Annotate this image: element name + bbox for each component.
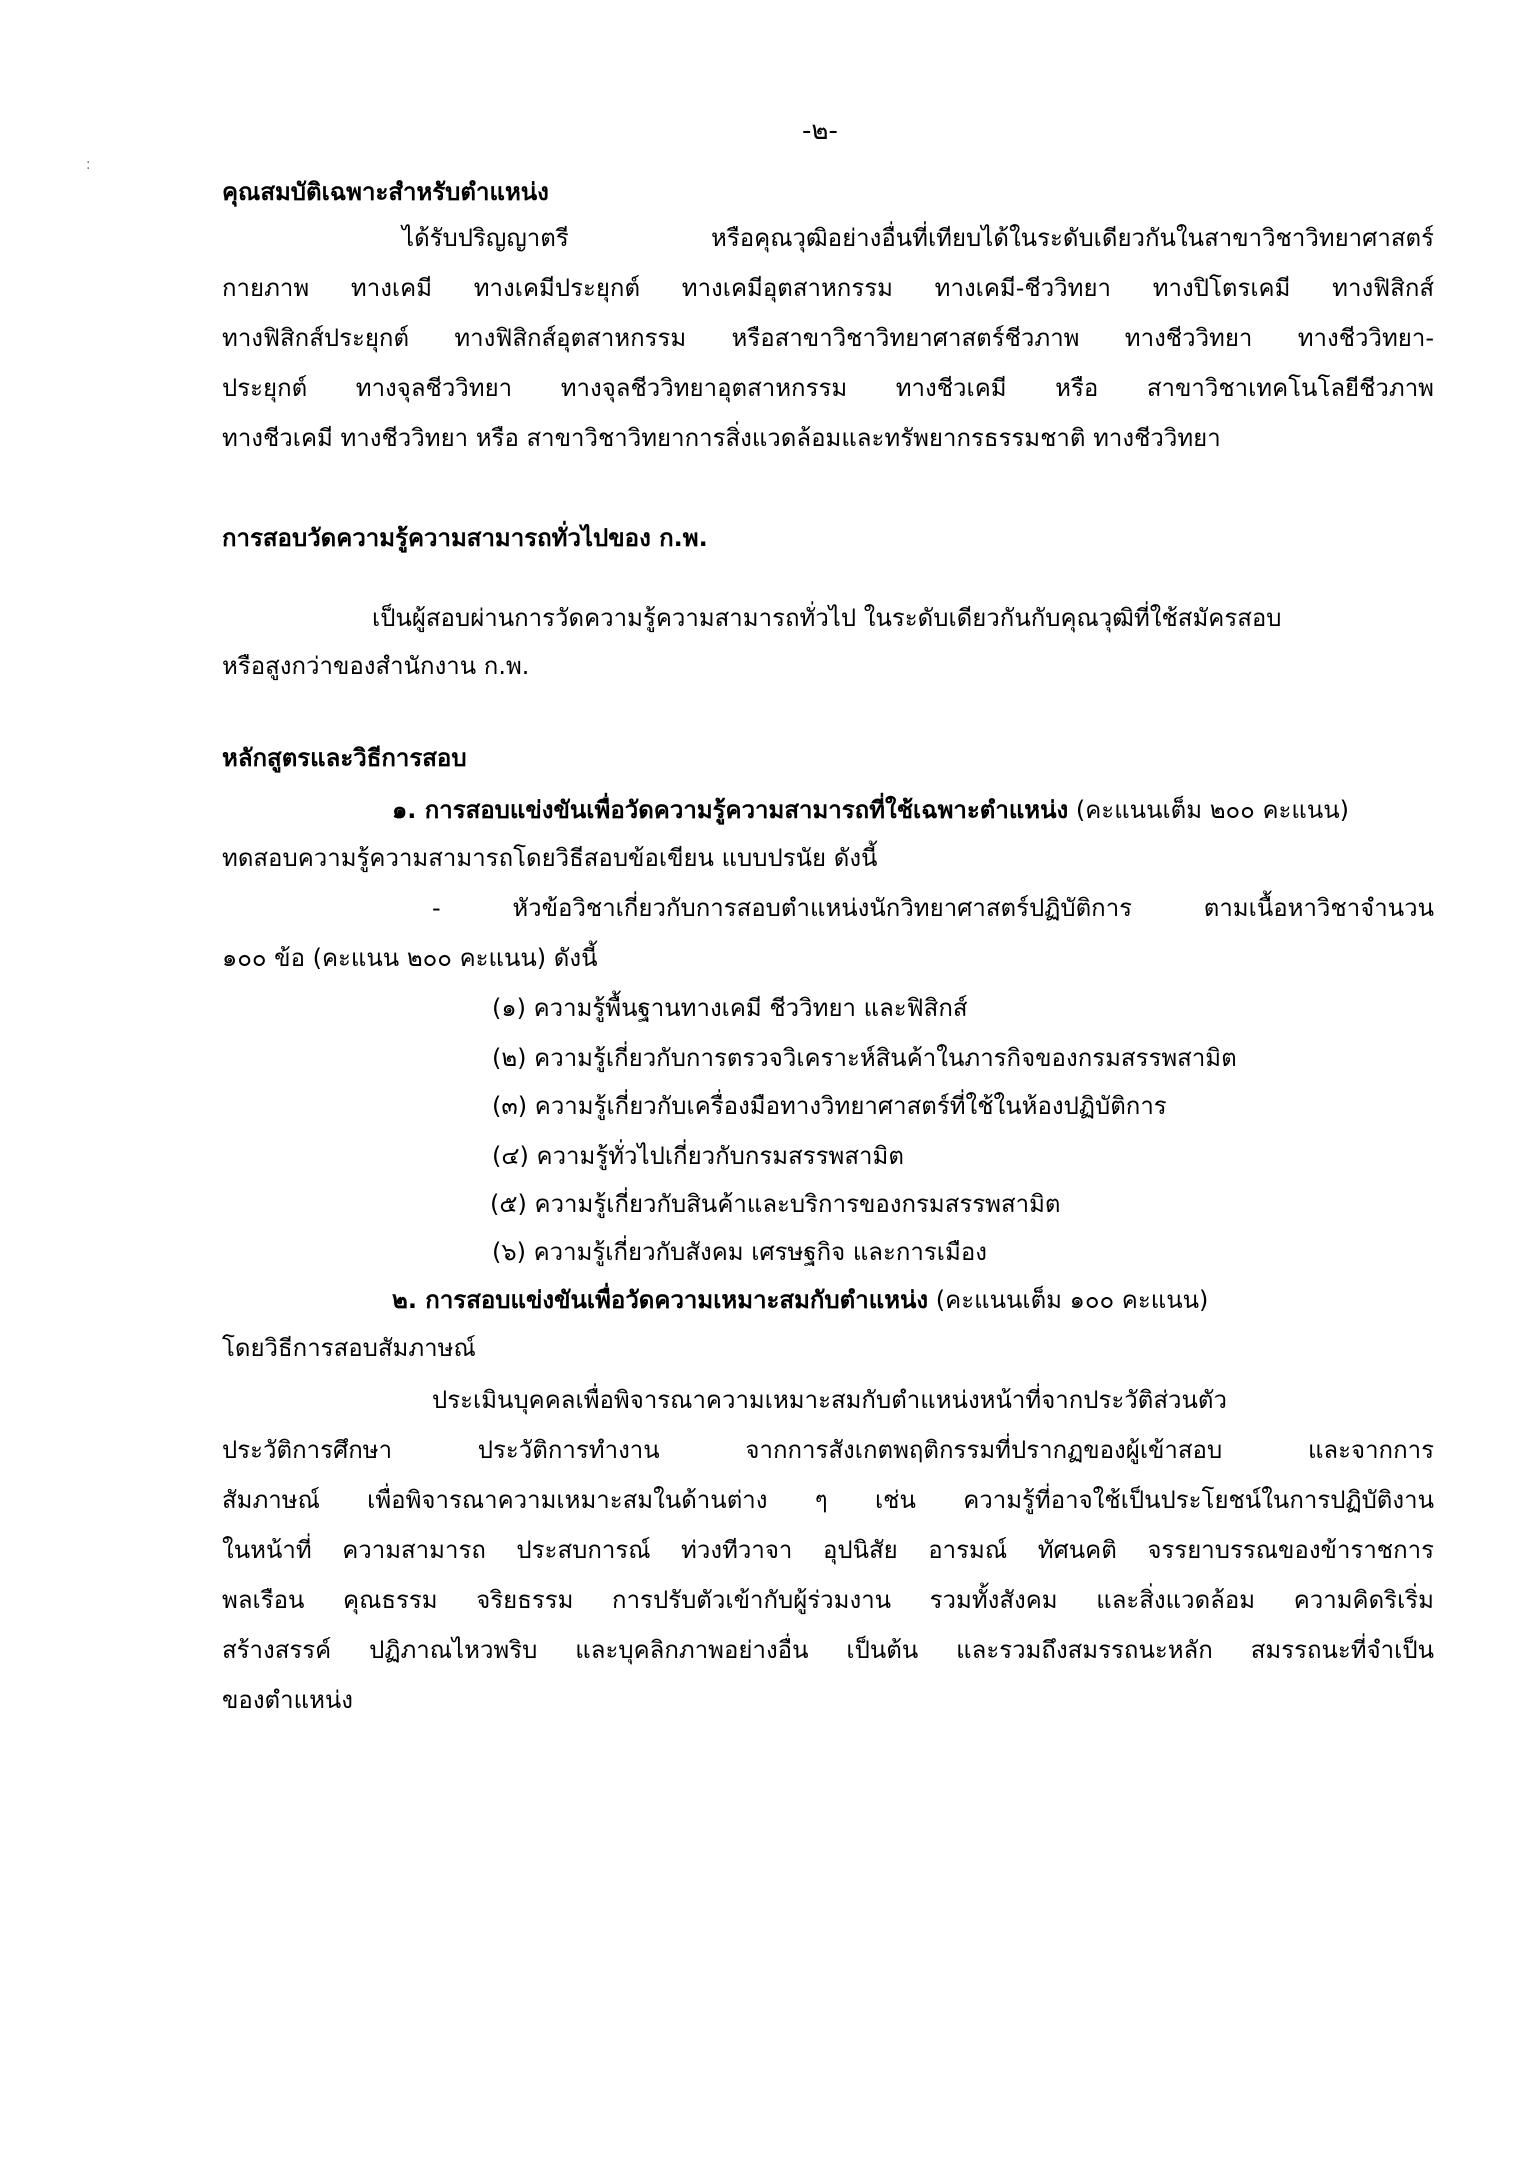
qualifications-heading: คุณสมบัติเฉพาะสำหรับตำแหน่ง [222,178,549,206]
general-test-heading: การสอบวัดความรู้ความสามารถทั่วไปของ ก.พ. [222,524,708,552]
qualifications-line: ประยุกต์ ทางจุลชีววิทยา ทางจุลชีววิทยาอุตสาหกรรม ทางชีวเคมี หรือ สาขาวิชาเทคโนโลยีชีวภาพ [222,374,1434,402]
assessment-line: ในหน้าที่ ความสามารถ ประสบการณ์ ท่วงทีวาจา อุปนิสัย อารมณ์ ทัศนคติ จรรยาบรรณของข้าราชการ [222,1536,1434,1564]
topic-item: (๖) ความรู้เกี่ยวกับสังคม เศรษฐกิจ และการเมือง [492,1238,987,1266]
topic-item: (๑) ความรู้พื้นฐานทางเคมี ชีววิทยา และฟิสิกส์ [492,994,968,1022]
part1-title-line [392,790,1434,830]
curriculum-heading: หลักสูตรและวิธีการสอบ [222,744,467,772]
assessment-line: ของตำแหน่ง [222,1686,354,1714]
page-number: -๒- [802,116,838,146]
part2-title-line [392,1280,1434,1320]
topic-item: (๔) ความรู้ทั่วไปเกี่ยวกับกรมสรรพสามิต [492,1142,904,1170]
part1-subject-line: - หัวข้อวิชาเกี่ยวกับการสอบตำแหน่งนักวิทยาศาสตร์ปฏิบัติการ ตามเนื้อหาวิชาจำนวน [432,894,1434,922]
qualifications-line: ทางชีวเคมี ทางชีววิทยา หรือ สาขาวิชาวิทยาการสิ่งแวดล้อมและทรัพยากรธรรมชาติ ทางชีววิทยา [222,424,1221,452]
part1-title: ๑. การสอบแข่งขันเพื่อวัดความรู้ความสามารถที่ใช้เฉพาะตำแหน่ง [392,796,1069,824]
topic-item: (๓) ความรู้เกี่ยวกับเครื่องมือทางวิทยาศาสตร์ที่ใช้ในห้องปฏิบัติการ [492,1092,1167,1120]
assessment-line: พลเรือน คุณธรรม จริยธรรม การปรับตัวเข้ากับผู้ร่วมงาน รวมทั้งสังคม และสิ่งแวดล้อม ความคิดริเริ่ม [222,1586,1434,1614]
assessment-line: ประวัติการศึกษา ประวัติการทำงาน จากการสังเกตพฤติกรรมที่ปรากฏของผู้เข้าสอบ และจากการ [222,1436,1434,1464]
part2-title: ๒. การสอบแข่งขันเพื่อวัดความเหมาะสมกับตำแหน่ง [392,1286,929,1314]
topic-item: (๕) ความรู้เกี่ยวกับสินค้าและบริการของกรมสรรพสามิต [490,1190,1061,1218]
assessment-line: ประเมินบุคคลเพื่อพิจารณาความเหมาะสมกับตำแหน่งหน้าที่จากประวัติส่วนตัว [432,1386,1227,1414]
part2-method: โดยวิธีการสอบสัมภาษณ์ [222,1334,476,1362]
general-test-line: เป็นผู้สอบผ่านการวัดความรู้ความสามารถทั่วไป ในระดับเดียวกันกับคุณวุฒิที่ใช้สมัครสอบ [372,604,1282,632]
part1-subject-line: ๑๐๐ ข้อ (คะแนน ๒๐๐ คะแนน) ดังนี้ [222,944,598,972]
qualifications-line: กายภาพ ทางเคมี ทางเคมีประยุกต์ ทางเคมีอุตสาหกรรม ทางเคมี-ชีววิทยา ทางปิโตรเคมี ทางฟิสิกส์ [222,274,1434,302]
assessment-line: สัมภาษณ์ เพื่อพิจารณาความเหมาะสมในด้านต่าง ๆ เช่น ความรู้ที่อาจใช้เป็นประโยชน์ในการปฏิบัติงาน [222,1486,1434,1514]
part2-score: (คะแนนเต็ม ๑๐๐ คะแนน) [928,1286,1209,1314]
qualifications-line: ทางฟิสิกส์ประยุกต์ ทางฟิสิกส์อุตสาหกรรม หรือสาขาวิชาวิทยาศาสตร์ชีวภาพ ทางชีววิทยา ทางชีววิทยา- [222,324,1434,352]
general-test-line: หรือสูงกว่าของสำนักงาน ก.พ. [222,652,530,680]
part1-method: ทดสอบความรู้ความสามารถโดยวิธีสอบข้อเขียน แบบปรนัย ดังนี้ [222,844,878,872]
assessment-line: สร้างสรรค์ ปฏิภาณไหวพริบ และบุคลิกภาพอย่างอื่น เป็นต้น และรวมถึงสมรรถนะหลัก สมรรถนะที่จำเป็น [222,1636,1434,1664]
scan-speck: · · [86,155,94,177]
part1-score: (คะแนนเต็ม ๒๐๐ คะแนน) [1068,796,1350,824]
topic-item: (๒) ความรู้เกี่ยวกับการตรวจวิเคราะห์สินค้าในภารกิจของกรมสรรพสามิต [492,1044,1237,1072]
qualifications-line: ได้รับปริญญาตรี หรือคุณวุฒิอย่างอื่นที่เทียบได้ในระดับเดียวกันในสาขาวิชาวิทยาศาสตร์ [402,224,1434,252]
